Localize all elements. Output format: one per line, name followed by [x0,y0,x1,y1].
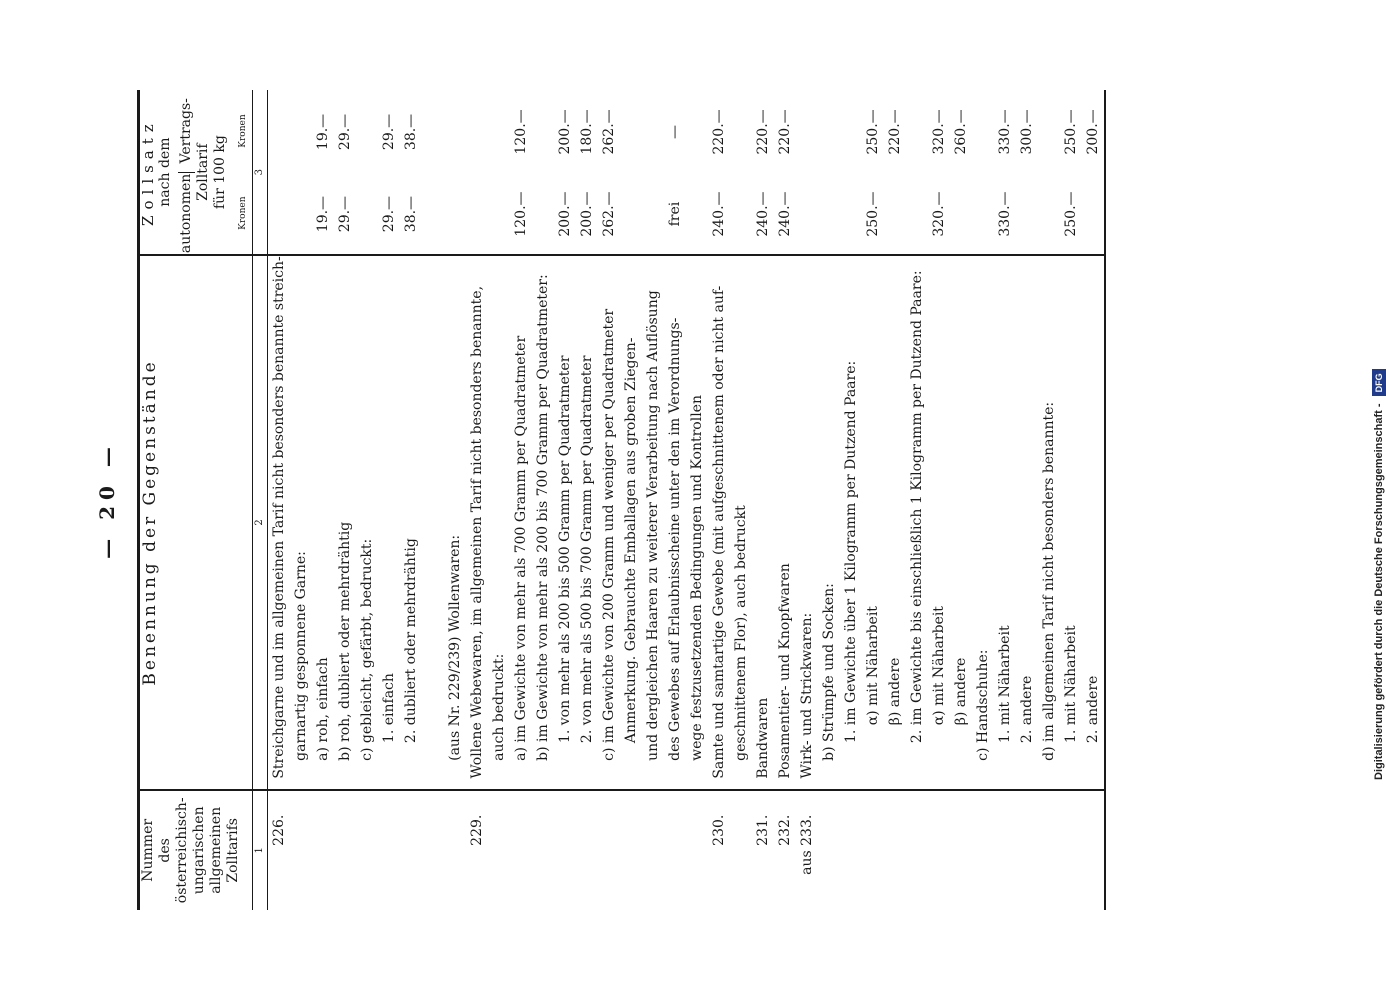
table-row [796,90,818,910]
row-number [554,790,576,910]
row-autonomous-rate [840,174,862,255]
table-row [598,90,620,910]
table-row [928,90,950,910]
header-number-line: des [157,838,173,863]
row-autonomous-rate [972,174,994,255]
row-autonomous-rate [290,174,312,255]
row-autonomous-rate [488,174,510,255]
row-autonomous-rate: 250.— [865,191,881,237]
row-autonomous-rate [1016,174,1038,255]
table-row [994,90,1016,910]
row-autonomous-rate: 240.— [755,191,771,237]
row-autonomous-rate: 29.— [381,195,397,233]
row-description: c) Handschuhe: [972,255,994,789]
row-number [1038,790,1060,910]
row-contract-rate: 262.— [601,109,617,155]
row-number: 230. [708,790,730,910]
row-autonomous-rate [620,174,642,255]
row-description: wege festzusetzenden Bedingungen und Kontrollen [686,255,708,789]
row-autonomous-rate [730,174,752,255]
row-contract-rate: — [667,124,683,139]
header-autonomous: autonomen [178,173,194,254]
row-contract-rate [422,90,444,174]
row-number [532,790,554,910]
row-autonomous-rate [268,174,291,255]
row-number: 229. [466,790,488,910]
row-autonomous-rate [356,174,378,255]
row-description: Wirk- und Strickwaren: [796,255,818,789]
row-description: garnartig gesponnene Garne: [290,255,312,789]
row-number [642,790,664,910]
table-row [1082,90,1105,910]
row-contract-rate [840,90,862,174]
row-contract-rate: 200.— [1082,90,1105,174]
row-autonomous-rate: 320.— [931,191,947,237]
row-autonomous-rate [532,174,554,255]
row-contract-rate: 180.— [579,109,595,155]
row-description: geschnittenem Flor), auch bedruckt [730,255,752,789]
row-description: 2. im Gewichte bis einschließlich 1 Kilogramm per Dutzend Paare: [906,255,928,789]
row-contract-rate: 260.— [953,109,969,155]
table-row [1038,90,1060,910]
table-row [510,90,532,910]
row-contract-rate: 300.— [1019,109,1035,155]
row-contract-rate: 38.— [403,113,419,151]
row-autonomous-rate [1082,174,1105,255]
table-row [268,90,291,910]
row-contract-rate: 19.— [315,113,331,151]
table-body [268,90,1106,910]
row-description: b) Strümpfe und Socken: [818,255,840,789]
row-autonomous-rate: 19.— [315,195,331,233]
row-number [378,790,400,910]
row-description: 1. mit Näharbeit [1060,255,1082,789]
table-row [774,90,796,910]
row-contract-rate [730,90,752,174]
header-number-column [139,790,253,910]
header-description-column: Benennung der Gegenstände [139,255,253,789]
row-number [972,790,994,910]
row-description: a) roh, einfach [312,255,334,789]
row-contract-rate [356,90,378,174]
row-contract-rate: 120.— [513,109,529,155]
row-autonomous-rate: 120.— [513,191,529,237]
row-description: des Gewebes auf Erlaubnisscheine unter den im Verordnungs- [664,255,686,789]
row-autonomous-rate [422,174,444,255]
row-number [1016,790,1038,910]
row-number [818,790,840,910]
row-number [576,790,598,910]
row-contract-rate [488,90,510,174]
row-autonomous-rate: 240.— [711,191,727,237]
row-number [356,790,378,910]
header-contract: Vertrags- [178,90,195,173]
row-description: 2. andere [1016,255,1038,789]
row-description: c) im Gewichte von 200 Gramm und weniger per Quadratmeter [598,255,620,789]
row-autonomous-rate: 200.— [579,191,595,237]
row-autonomous-rate: 200.— [557,191,573,237]
table-row [620,90,642,910]
table-row [708,90,730,910]
header-number-line: österreichisch- [174,797,190,904]
header-tariff-title: Zollsatz [139,118,157,226]
row-autonomous-rate: 262.— [601,191,617,237]
table-row [312,90,334,910]
table-row [356,90,378,910]
row-autonomous-rate: frei [667,201,683,227]
row-contract-rate [268,90,291,174]
header-tariff-sub: nach dem [157,137,173,207]
row-contract-rate: 220.— [711,109,727,155]
header-tariff-subcolumns [178,90,195,254]
row-number: aus 233. [796,790,818,910]
row-description: 2. von mehr als 500 bis 700 Gramm per Quadratmeter [576,255,598,789]
page-number: — 20 — [95,441,119,559]
row-description: 2. dubliert oder mehrdrähtig [400,255,422,789]
table-row [378,90,400,910]
row-number [444,790,466,910]
row-description: α) mit Näharbeit [928,255,950,789]
row-number [400,790,422,910]
table-row [290,90,312,910]
row-number [620,790,642,910]
row-contract-rate: 250.— [865,109,881,155]
table-row [1060,90,1082,910]
table-header [139,90,253,910]
row-description: b) roh, dubliert oder mehrdrähtig [334,255,356,789]
row-description: (aus Nr. 229/239) Wollenwaren: [444,255,466,789]
row-contract-rate: 320.— [931,109,947,155]
row-description: Posamentier- und Knopfwaren [774,255,796,789]
row-contract-rate [686,90,708,174]
row-number [994,790,1016,910]
row-number [686,790,708,910]
table-row [532,90,554,910]
row-contract-rate [532,90,554,174]
table-row [444,90,466,910]
row-autonomous-rate [796,174,818,255]
table-row [554,90,576,910]
table-row [686,90,708,910]
table-row [334,90,356,910]
table-row [1016,90,1038,910]
row-description: Samte und samtartige Gewebe (mit aufgeschnittenem oder nicht auf- [708,255,730,789]
rotated-page-body [95,40,1225,960]
row-number [422,790,444,910]
column-number: 2 [253,255,268,789]
row-description: Bandwaren [752,255,774,789]
header-number-line: Zolltarifs [225,818,241,883]
header-tariff-line2: Zolltarif [195,143,211,201]
row-contract-rate [290,90,312,174]
header-number-line: ungarischen [191,806,207,895]
row-description: 2. andere [1082,255,1105,789]
table-row [642,90,664,910]
row-description: d) im allgemeinen Tarif nicht besonders benannte: [1038,255,1060,789]
row-autonomous-rate: 240.— [777,191,793,237]
row-number [510,790,532,910]
table-row [576,90,598,910]
table-row [840,90,862,910]
header-tariff-column [139,90,253,255]
unit-right: Kronen [238,114,248,148]
row-description: Wollene Webewaren, im allgemeinen Tarif nicht besonders benannte, [466,255,488,789]
row-number [950,790,972,910]
row-contract-rate: 29.— [381,113,397,151]
row-contract-rate: 250.— [1063,109,1079,155]
row-number [928,790,950,910]
table-row [906,90,928,910]
row-autonomous-rate [686,174,708,255]
row-autonomous-rate [1038,174,1060,255]
row-contract-rate: 220.— [755,109,771,155]
row-description: Streichgarne und im allgemeinen Tarif nicht besonders benannte streich- [268,255,291,789]
tariff-table [137,90,1106,910]
table-row [752,90,774,910]
row-description: auch bedruckt: [488,255,510,789]
row-description: c) gebleicht, gefärbt, bedruckt: [356,255,378,789]
table-row [730,90,752,910]
row-contract-rate [1038,90,1060,174]
row-contract-rate: 220.— [777,109,793,155]
digitization-note-text: Digitalisierung gefördert durch die Deutsche Forschungsgemeinschaft - [1373,403,1385,780]
row-number [1082,790,1105,910]
column-number: 3 [253,90,268,255]
table-row [422,90,444,910]
column-number: 1 [253,790,268,910]
row-number [1060,790,1082,910]
column-number-row [253,90,268,910]
row-contract-rate [818,90,840,174]
table-row [400,90,422,910]
row-contract-rate: 200.— [557,109,573,155]
row-description: 1. mit Näharbeit [994,255,1016,789]
row-contract-rate: 220.— [887,109,903,155]
row-number [884,790,906,910]
dfg-logo: DFG [1372,369,1386,396]
row-number [312,790,334,910]
row-autonomous-rate: 38.— [403,195,419,233]
row-number: 232. [774,790,796,910]
row-number [290,790,312,910]
row-number [334,790,356,910]
row-autonomous-rate [642,174,664,255]
digitization-note [1372,0,1386,780]
row-description: α) mit Näharbeit [862,255,884,789]
row-contract-rate [972,90,994,174]
row-description: a) im Gewichte von mehr als 700 Gramm per Quadratmeter [510,255,532,789]
table-row [972,90,994,910]
header-number-line: allgemeinen [208,806,224,894]
row-autonomous-rate: 330.— [997,191,1013,237]
table-row [884,90,906,910]
row-contract-rate: 330.— [997,109,1013,155]
row-autonomous-rate [466,174,488,255]
row-contract-rate: 29.— [337,113,353,151]
row-number: 226. [268,790,291,910]
table-row [664,90,686,910]
row-autonomous-rate [818,174,840,255]
row-number [488,790,510,910]
table-row [488,90,510,910]
row-number [906,790,928,910]
row-autonomous-rate: 29.— [337,195,353,233]
row-autonomous-rate [950,174,972,255]
row-description: β) andere [950,255,972,789]
row-description [422,255,444,789]
header-units [235,90,252,254]
row-number [730,790,752,910]
row-number [862,790,884,910]
row-description: 1. im Gewichte über 1 Kilogramm per Dutzend Paare: [840,255,862,789]
row-contract-rate [642,90,664,174]
unit-left: Kronen [238,196,248,230]
row-description: b) im Gewichte von mehr als 200 bis 700 Gramm per Quadratmeter: [532,255,554,789]
row-description: Anmerkung. Gebrauchte Emballagen aus groben Ziegen- [620,255,642,789]
row-autonomous-rate [906,174,928,255]
row-description: β) andere [884,255,906,789]
table-row [862,90,884,910]
table-row [950,90,972,910]
row-number: 231. [752,790,774,910]
header-number-line: Nummer [140,818,156,882]
row-contract-rate [466,90,488,174]
table-row [818,90,840,910]
header-tariff-line3: für 100 kg [212,135,228,210]
row-number [598,790,620,910]
row-description: und dergleichen Haaren zu weiterer Verarbeitung nach Auflösung [642,255,664,789]
row-number [840,790,862,910]
row-contract-rate [444,90,466,174]
row-description: 1. einfach [378,255,400,789]
table-row [466,90,488,910]
row-autonomous-rate [444,174,466,255]
row-contract-rate [796,90,818,174]
row-autonomous-rate [884,174,906,255]
row-description: 1. von mehr als 200 bis 500 Gramm per Quadratmeter [554,255,576,789]
row-autonomous-rate: 250.— [1063,191,1079,237]
row-contract-rate [906,90,928,174]
row-contract-rate [620,90,642,174]
row-number [664,790,686,910]
